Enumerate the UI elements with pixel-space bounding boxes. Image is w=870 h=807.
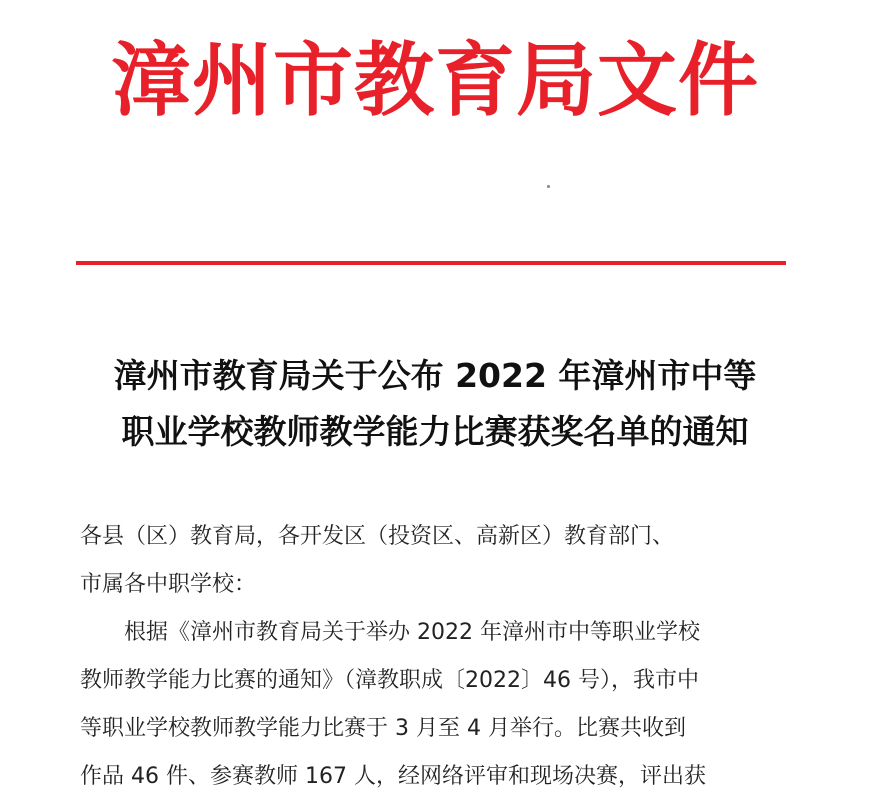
salutation-line: 市属各中职学校： bbox=[80, 572, 257, 597]
agency-header-title: 漳州市教育局文件 bbox=[111, 33, 759, 127]
header-red-rule bbox=[76, 261, 786, 265]
paragraph-line: 根据《漳州市教育局关于举办 2022 年漳州市中等职业学校 bbox=[124, 620, 700, 645]
notice-title-line: 漳州市教育局关于公布 2022 年漳州市中等 bbox=[113, 356, 757, 395]
paragraph-line: 等职业学校教师教学能力比赛于 3 月至 4 月举行。比赛共收到 bbox=[80, 716, 686, 741]
notice-title bbox=[60, 348, 810, 460]
notice-title-line: 职业学校教师教学能力比赛获奖名单的通知 bbox=[121, 412, 749, 451]
paragraph-line: 作品 46 件、参赛教师 167 人，经网络评审和现场决赛，评出获 bbox=[80, 764, 706, 789]
notice-body bbox=[80, 513, 800, 801]
salutation-line: 各县（区）教育局，各开发区（投资区、高新区）教育部门、 bbox=[80, 524, 675, 549]
scan-speck bbox=[547, 185, 550, 188]
paragraph-line: 教师教学能力比赛的通知》（漳教职成〔2022〕46 号），我市中 bbox=[80, 668, 699, 693]
